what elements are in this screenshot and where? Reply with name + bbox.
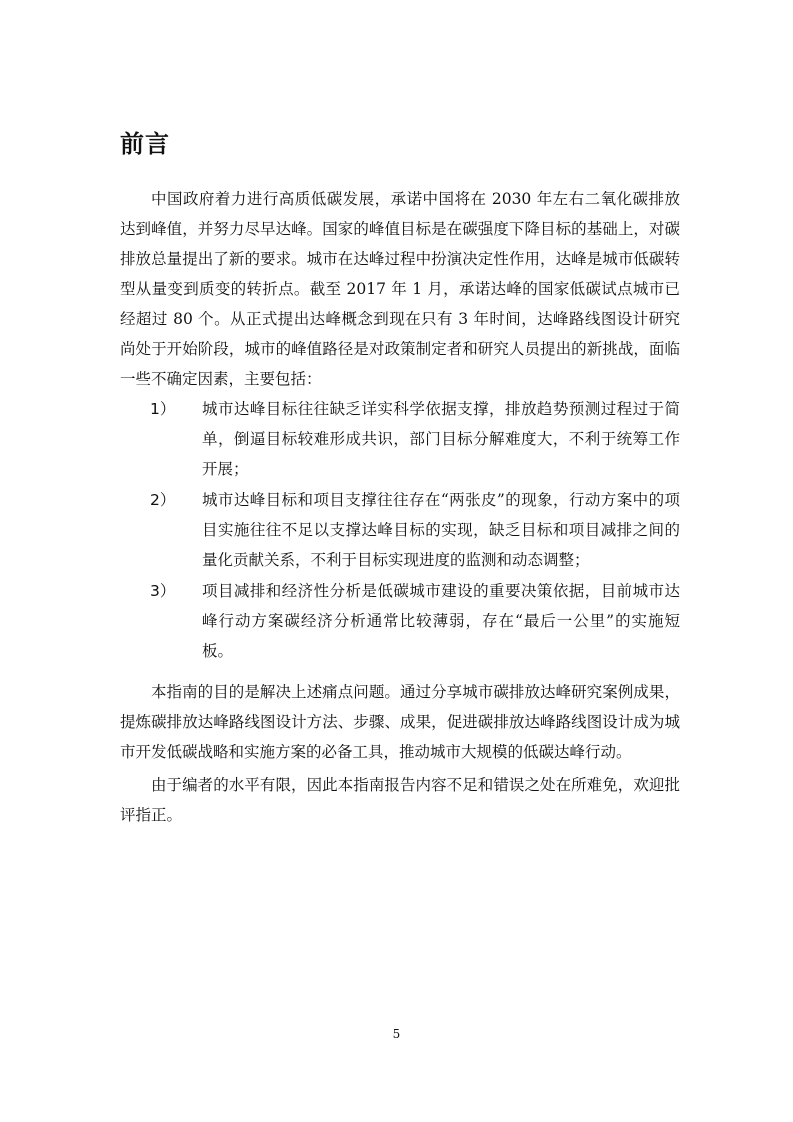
list-item-number: 2） [150, 491, 176, 509]
list-item-text: 城市达峰目标和项目支撑往往存在“两张皮”的现象，行动方案中的项目实施往往不足以支撑达峰目标的实现，缺乏目标和项目减排之间的量化贡献关系，不利于目标实现进度的监测和动态调整； [202, 491, 680, 569]
page-number: 5 [392, 1027, 401, 1041]
purpose-paragraph: 本指南的目的是解决上述痛点问题。通过分享城市碳排放达峰研究案例成果，提炼碳排放达峰路线图设计方法、步骤、成果，促进碳排放达峰路线图设计成为城市开发低碳战略和实施方案的必备工具，推动城市大规模的低碳达峰行动。 [120, 683, 680, 761]
list-item-number: 1） [150, 400, 176, 418]
intro-paragraph: 中国政府着力进行高质低碳发展，承诺中国将在 2030 年左右二氧化碳排放达到峰值，并努力尽早达峰。国家的峰值目标是在碳强度下降目标的基础上，对碳排放总量提出了新的要求。城市在达峰过程中扮演决定性作用，达峰是城市低碳转型从量变到质变的转折点。截至 2017 年 1 月，承诺达峰的国家低碳试点城市已经超过 80 个。从正式提出达峰概念到现在只有 3 年时间，达峰路线图设计研究尚处于开始阶段，城市的峰值路径是对政策制定者和研究人员提出的新挑战，面临一些不确定因素，主要包括： [120, 190, 680, 388]
list-item-number: 3） [150, 582, 176, 600]
closing-paragraph: 由于编者的水平有限，因此本指南报告内容不足和错误之处在所难免，欢迎批评指正。 [120, 776, 680, 824]
list-item-text: 城市达峰目标往往缺乏详实科学依据支撑，排放趋势预测过程过于简单，倒逼目标较难形成共识，部门目标分解难度大，不利于统筹工作开展； [202, 400, 680, 478]
list-item-text: 项目减排和经济性分析是低碳城市建设的重要决策依据，目前城市达峰行动方案碳经济分析通常比较薄弱，存在“最后一公里”的实施短板。 [202, 582, 680, 660]
section-heading: 前言 [120, 130, 170, 158]
